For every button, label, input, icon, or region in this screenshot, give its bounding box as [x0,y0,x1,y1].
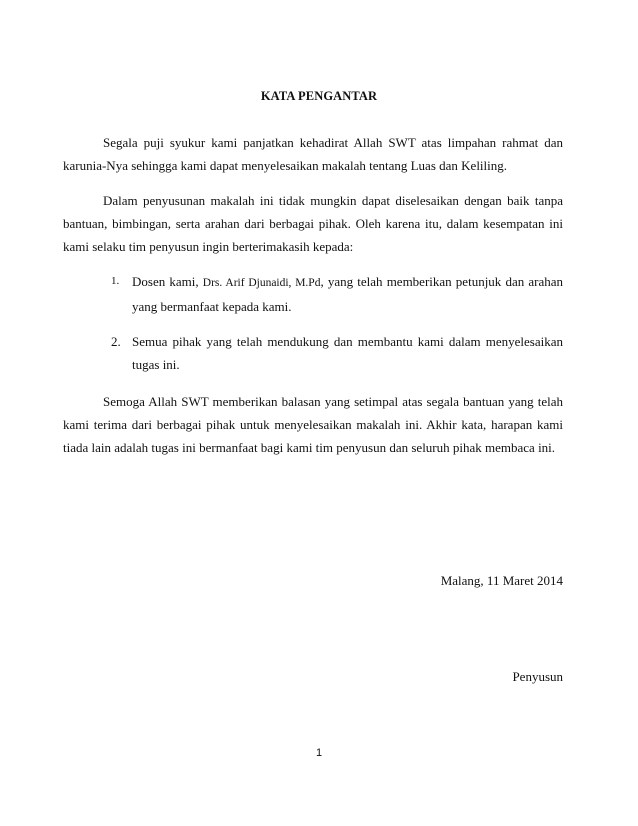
list-item-number: 2. [111,334,121,349]
place-date: Malang, 11 Maret 2014 [440,573,563,588]
list-item-suffix: , yang telah memberikan petunjuk dan arahan yang bermanfaat kepada kami. [132,274,564,314]
lecturer-name: Drs. Arif Djunaidi, M.Pd [202,277,321,289]
list-item [63,330,563,376]
paragraph-opening: Segala puji syukur kami panjatkan kehadirat Allah SWT atas limpahan rahmat dan karunia-Nya sehingga kami dapat menyelesaikan makalah tentang Luas dan Keliling. [63,135,563,173]
document-body [63,131,563,459]
acknowledgement-list [63,270,563,376]
paragraph-acknowledgement-intro: Dalam penyusunan makalah ini tidak mungkin dapat diselesaikan dengan baik tanpa bantuan, bimbingan, serta arahan dari berbagai pihak. Oleh karena itu, dalam kesempatan ini kami selaku tim penyusun ingin berterimakasih kepada: [63,193,563,254]
signature: Penyusun [512,669,563,684]
list-item [63,270,563,318]
document-title: KATA PENGANTAR [260,89,378,103]
paragraph-closing: Semoga Allah SWT memberikan balasan yang setimpal atas segala bantuan yang telah kami terima dari berbagai pihak untuk menyelesaikan makalah ini. Akhir kata, harapan kami tiada lain adalah tugas ini bermanfaat bagi kami tim penyusun dan seluruh pihak membaca ini. [63,394,563,455]
list-item-number: 1. [111,275,120,287]
page-number: 1 [315,747,323,759]
list-item-prefix: Dosen kami, [132,274,203,289]
list-item-text: Semua pihak yang telah mendukung dan membantu kami dalam menyelesaikan tugas ini. [132,334,563,372]
